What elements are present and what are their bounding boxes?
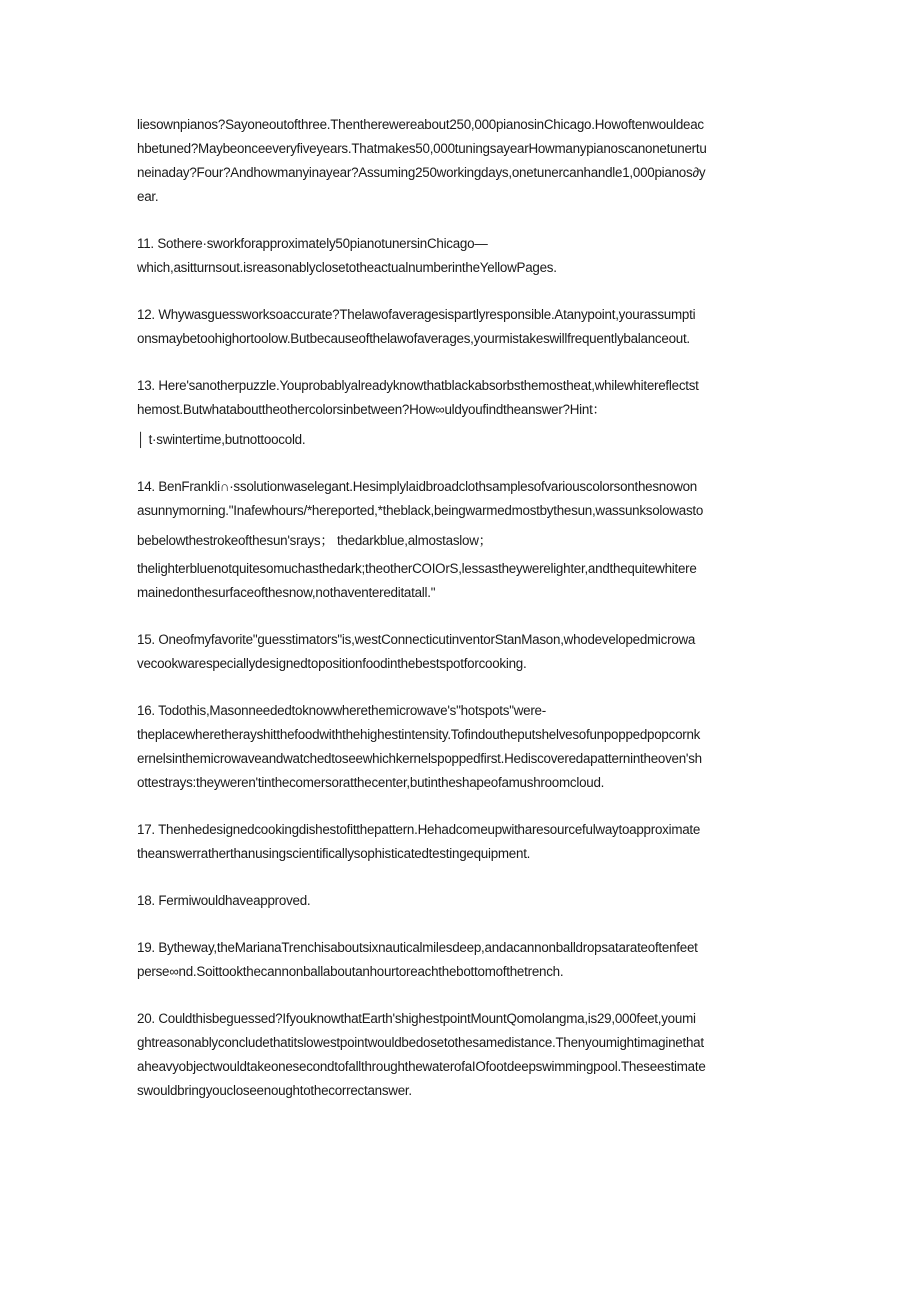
text-line: mainedonthesurfaceofthesnow,nothaventereditatall." xyxy=(137,585,436,600)
text-line: theanswerratherthanusingscientificallysophisticatedtestingequipment. xyxy=(137,846,531,861)
text-line: 12. Whywasguessworksoaccurate?Thelawofaveragesispartlyresponsible.Atanypoint,yourassumpti xyxy=(137,307,696,322)
text-line: neinaday?Four?Andhowmanyinayear?Assuming250workingdays,onetunercanhandle1,000pianos∂y xyxy=(137,165,706,180)
text-line: hbetuned?Maybeonceeveryfiveyears.Thatmakes50,000tuningsayearHowmanypianoscanonetunertu xyxy=(137,141,707,156)
paragraph-10-continued xyxy=(137,113,787,209)
paragraph-18 xyxy=(137,889,787,913)
paragraph-16 xyxy=(137,699,787,795)
text-line: ernelsinthemicrowaveandwatchedtoseewhichkernelspoppedfirst.Hediscoveredapatternintheoven'sh xyxy=(137,751,702,766)
text-line: hemost.Butwhataboutthe​othercolorsinbetween?How∞uldyoufindtheanswer?Hint： xyxy=(137,402,606,417)
text-line: onsmaybetoohighortoolow.Butbecauseofthelawofaverages,yourmistakeswillfrequentlybalanceout. xyxy=(137,331,690,346)
text-line: 19. Bytheway,theMarianaTrenchisaboutsixnauticalmilesdeep,andacannonballdropsatarateoftenfeet xyxy=(137,940,698,955)
text-line: 18. Fermiwouldhaveapproved. xyxy=(137,893,311,908)
paragraph-20 xyxy=(137,1007,787,1103)
text-line: │ t·swintertime,butnottoocold. xyxy=(137,432,306,447)
text-line: aheavyobjectwouldtakeonesecondtofallthroughthewaterofaIOfootdeepswimmingpool.Theseestimate xyxy=(137,1059,706,1074)
text-line: 11. Sothere·sworkforapproximately50pianotunersinChicago— xyxy=(137,236,488,251)
text-line: ear. xyxy=(137,189,159,204)
text-line: 20. Couldthisbeguessed?IfyouknowthatEarth'shighestpointMountQomolangma,is29,000feet,youmi xyxy=(137,1011,696,1026)
text-line: 14. BenFrankli∩·ssolutionwaselegant.Hesimplylaidbroadclothsamplesofvariouscolorsonthesnowon xyxy=(137,479,698,494)
text-line: bebelowthestrokeofthesun'srays； thedarkblue,almostaslow； xyxy=(137,533,492,548)
paragraph-13 xyxy=(137,374,787,452)
text-line: ottestrays:theyweren'tinthecomersoratthecenter,butintheshapeofamushroomcloud. xyxy=(137,775,605,790)
paragraph-11 xyxy=(137,232,787,280)
paragraph-14 xyxy=(137,475,787,605)
paragraph-19 xyxy=(137,936,787,984)
text-line: which,asitturnsout.isreasonablyclosetotheactualnumberintheYellowPages. xyxy=(137,260,557,275)
text-line: swouldbringyoucloseenoughtothecorrectanswer. xyxy=(137,1083,412,1098)
text-line: 16. Todothis,Masonneededtoknowwherethemicrowave's"hotspots"were- xyxy=(137,703,546,718)
paragraph-12 xyxy=(137,303,787,351)
text-line: 13. Here'sanotherpuzzle.Youprobablyalreadyknowthatblackabsorbsthemostheat,whilewhitereflectst xyxy=(137,378,699,393)
text-line: perse∞nd.Soittookthecannonballaboutanhourtoreachthebottomofthetrench. xyxy=(137,964,564,979)
text-line: 15. Oneofmyfavorite"guesstimators"is,westConnecticutinventorStanMason,whodevelopedmicrowa xyxy=(137,632,696,647)
text-line: liesownpianos?Sayoneoutofthree.Thentherewereabout250,000pianosinChicago.Howoftenwouldeac xyxy=(137,117,704,132)
text-line: vecookwarespeciallydesignedtopositionfoodinthebestspotforcooking. xyxy=(137,656,527,671)
text-line: theplacewheretherayshitthefoodwiththehighestintensity.Tofindoutheputshelvesofunpoppedpopcornk xyxy=(137,727,701,742)
document-page xyxy=(137,113,787,1126)
paragraph-15 xyxy=(137,628,787,676)
text-line: ghtreasonablyconcludethatitslowestpointwouldbedosetothesamedistance.Thenyoumightimaginethat xyxy=(137,1035,704,1050)
text-line: asunnymorning."Inafewhours/*hereported,*theblack,beingwarmedmostbythesun,wassunksolowasto xyxy=(137,503,704,518)
text-line: thelighterbluenotquitesomuchasthedark;theotherCOIOrS,lessastheywerelighter,andthequitewhitere xyxy=(137,561,697,576)
paragraph-17 xyxy=(137,818,787,866)
text-line: 17. Thenhedesignedcookingdishestofitthepattern.Hehadcomeupwitharesourcefulwaytoapproximate xyxy=(137,822,701,837)
